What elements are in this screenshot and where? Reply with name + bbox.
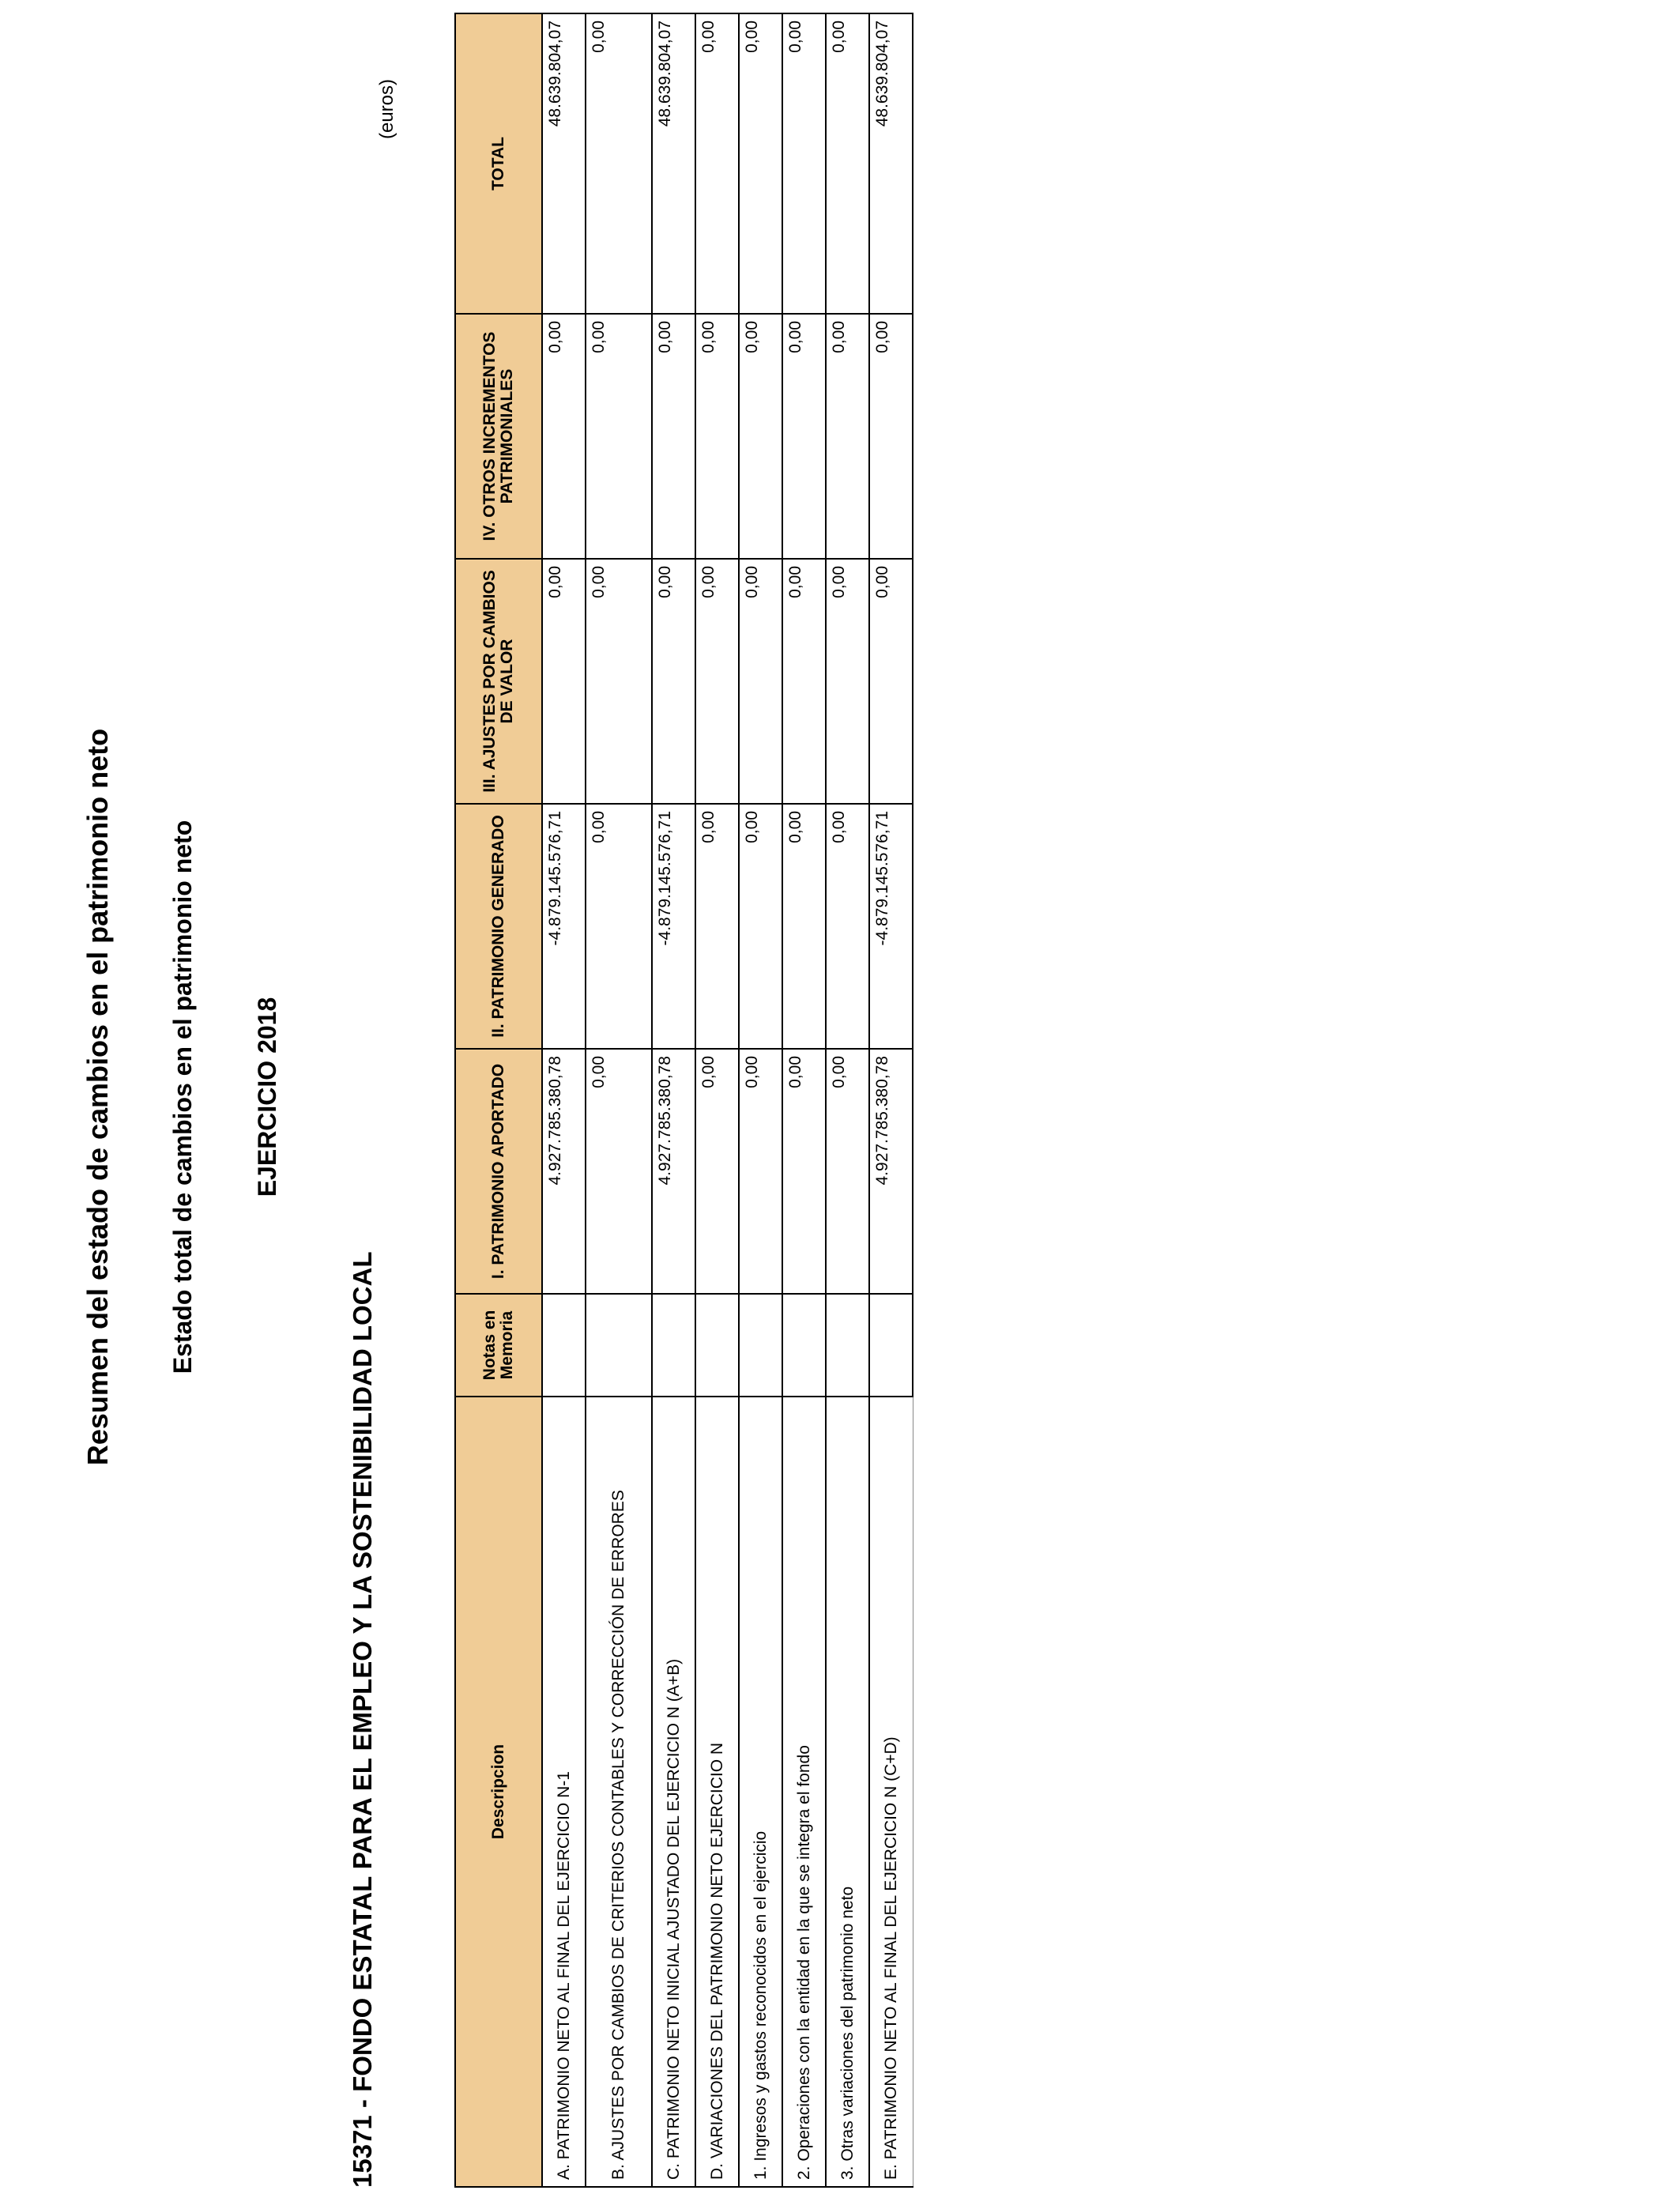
row-patrimonio-generado: -4.879.145.576,71	[652, 804, 695, 1049]
row-description: D. VARIACIONES DEL PATRIMONIO NETO EJERCICIO N	[695, 1397, 739, 2187]
row-otros-incrementos: 0,00	[695, 314, 739, 559]
row-ajustes-cambios-valor: 0,00	[782, 559, 826, 804]
row-patrimonio-generado: 0,00	[826, 804, 869, 1049]
row-notes	[542, 1294, 586, 1397]
row-notes	[739, 1294, 782, 1397]
row-patrimonio-aportado: 4.927.785.380,78	[542, 1049, 586, 1294]
row-patrimonio-generado: -4.879.145.576,71	[869, 804, 913, 1049]
row-patrimonio-aportado: 0,00	[739, 1049, 782, 1294]
row-notes	[826, 1294, 869, 1397]
table-row	[695, 13, 739, 2187]
row-total: 0,00	[782, 13, 826, 314]
row-ajustes-cambios-valor: 0,00	[542, 559, 586, 804]
row-otros-incrementos: 0,00	[542, 314, 586, 559]
row-patrimonio-generado: 0,00	[782, 804, 826, 1049]
header-notes: Notas en Memoria	[455, 1294, 542, 1397]
row-total: 0,00	[586, 13, 652, 314]
fund-title: 15371 - FONDO ESTATAL PARA EL EMPLEO Y LA SOSTENIBILIDAD LOCAL	[348, 1251, 377, 2188]
row-total: 0,00	[739, 13, 782, 314]
row-description: E. PATRIMONIO NETO AL FINAL DEL EJERCICIO N (C+D)	[869, 1397, 913, 2187]
row-patrimonio-generado: 0,00	[739, 804, 782, 1049]
row-total: 0,00	[826, 13, 869, 314]
row-ajustes-cambios-valor: 0,00	[869, 559, 913, 804]
row-patrimonio-aportado: 0,00	[695, 1049, 739, 1294]
table-row	[869, 13, 913, 2187]
row-total: 0,00	[695, 13, 739, 314]
row-description: 1. Ingresos y gastos reconocidos en el ejercicio	[739, 1397, 782, 2187]
row-ajustes-cambios-valor: 0,00	[652, 559, 695, 804]
row-description: 2. Operaciones con la entidad en la que se integra el fondo	[782, 1397, 826, 2187]
equity-changes-table	[454, 13, 913, 2188]
subtitle: Estado total de cambios en el patrimonio neto	[168, 820, 197, 1374]
table-row	[826, 13, 869, 2187]
header-ajustes-cambios-valor: III. AJUSTES POR CAMBIOS DE VALOR	[455, 559, 542, 804]
row-patrimonio-aportado: 0,00	[826, 1049, 869, 1294]
table-row	[542, 13, 586, 2187]
row-patrimonio-aportado: 4.927.785.380,78	[869, 1049, 913, 1294]
row-otros-incrementos: 0,00	[826, 314, 869, 559]
main-title: Resumen del estado de cambios en el patrimonio neto	[81, 728, 114, 1466]
row-ajustes-cambios-valor: 0,00	[586, 559, 652, 804]
header-otros-incrementos: IV. OTROS INCREMENTOS PATRIMONIALES	[455, 314, 542, 559]
header-total: TOTAL	[455, 13, 542, 314]
row-total: 48.639.804,07	[652, 13, 695, 314]
row-otros-incrementos: 0,00	[739, 314, 782, 559]
row-description: B. AJUSTES POR CAMBIOS DE CRITERIOS CONTABLES Y CORRECCIÓN DE ERRORES	[586, 1397, 652, 2187]
row-notes	[652, 1294, 695, 1397]
row-notes	[695, 1294, 739, 1397]
row-patrimonio-aportado: 0,00	[586, 1049, 652, 1294]
row-otros-incrementos: 0,00	[782, 314, 826, 559]
table-header-row	[455, 13, 542, 2187]
row-total: 48.639.804,07	[869, 13, 913, 314]
row-notes	[586, 1294, 652, 1397]
row-patrimonio-aportado: 4.927.785.380,78	[652, 1049, 695, 1294]
row-patrimonio-generado: -4.879.145.576,71	[542, 804, 586, 1049]
table-row	[782, 13, 826, 2187]
row-notes	[782, 1294, 826, 1397]
header-patrimonio-aportado: I. PATRIMONIO APORTADO	[455, 1049, 542, 1294]
row-ajustes-cambios-valor: 0,00	[739, 559, 782, 804]
row-patrimonio-generado: 0,00	[586, 804, 652, 1049]
table-row	[586, 13, 652, 2187]
row-otros-incrementos: 0,00	[869, 314, 913, 559]
row-total: 48.639.804,07	[542, 13, 586, 314]
row-otros-incrementos: 0,00	[586, 314, 652, 559]
row-patrimonio-generado: 0,00	[695, 804, 739, 1049]
table-row	[739, 13, 782, 2187]
row-description: 3. Otras variaciones del patrimonio neto	[826, 1397, 869, 2187]
exercise-title: EJERCICIO 2018	[253, 997, 281, 1197]
header-description: Descripcion	[455, 1397, 542, 2187]
units-label: (euros)	[376, 78, 397, 139]
table-row	[652, 13, 695, 2187]
row-ajustes-cambios-valor: 0,00	[695, 559, 739, 804]
row-otros-incrementos: 0,00	[652, 314, 695, 559]
row-patrimonio-aportado: 0,00	[782, 1049, 826, 1294]
row-description: C. PATRIMONIO NETO INICIAL AJUSTADO DEL EJERCICIO N (A+B)	[652, 1397, 695, 2187]
row-description: A. PATRIMONIO NETO AL FINAL DEL EJERCICIO N-1	[542, 1397, 586, 2187]
row-ajustes-cambios-valor: 0,00	[826, 559, 869, 804]
header-patrimonio-generado: II. PATRIMONIO GENERADO	[455, 804, 542, 1049]
row-notes	[869, 1294, 913, 1397]
